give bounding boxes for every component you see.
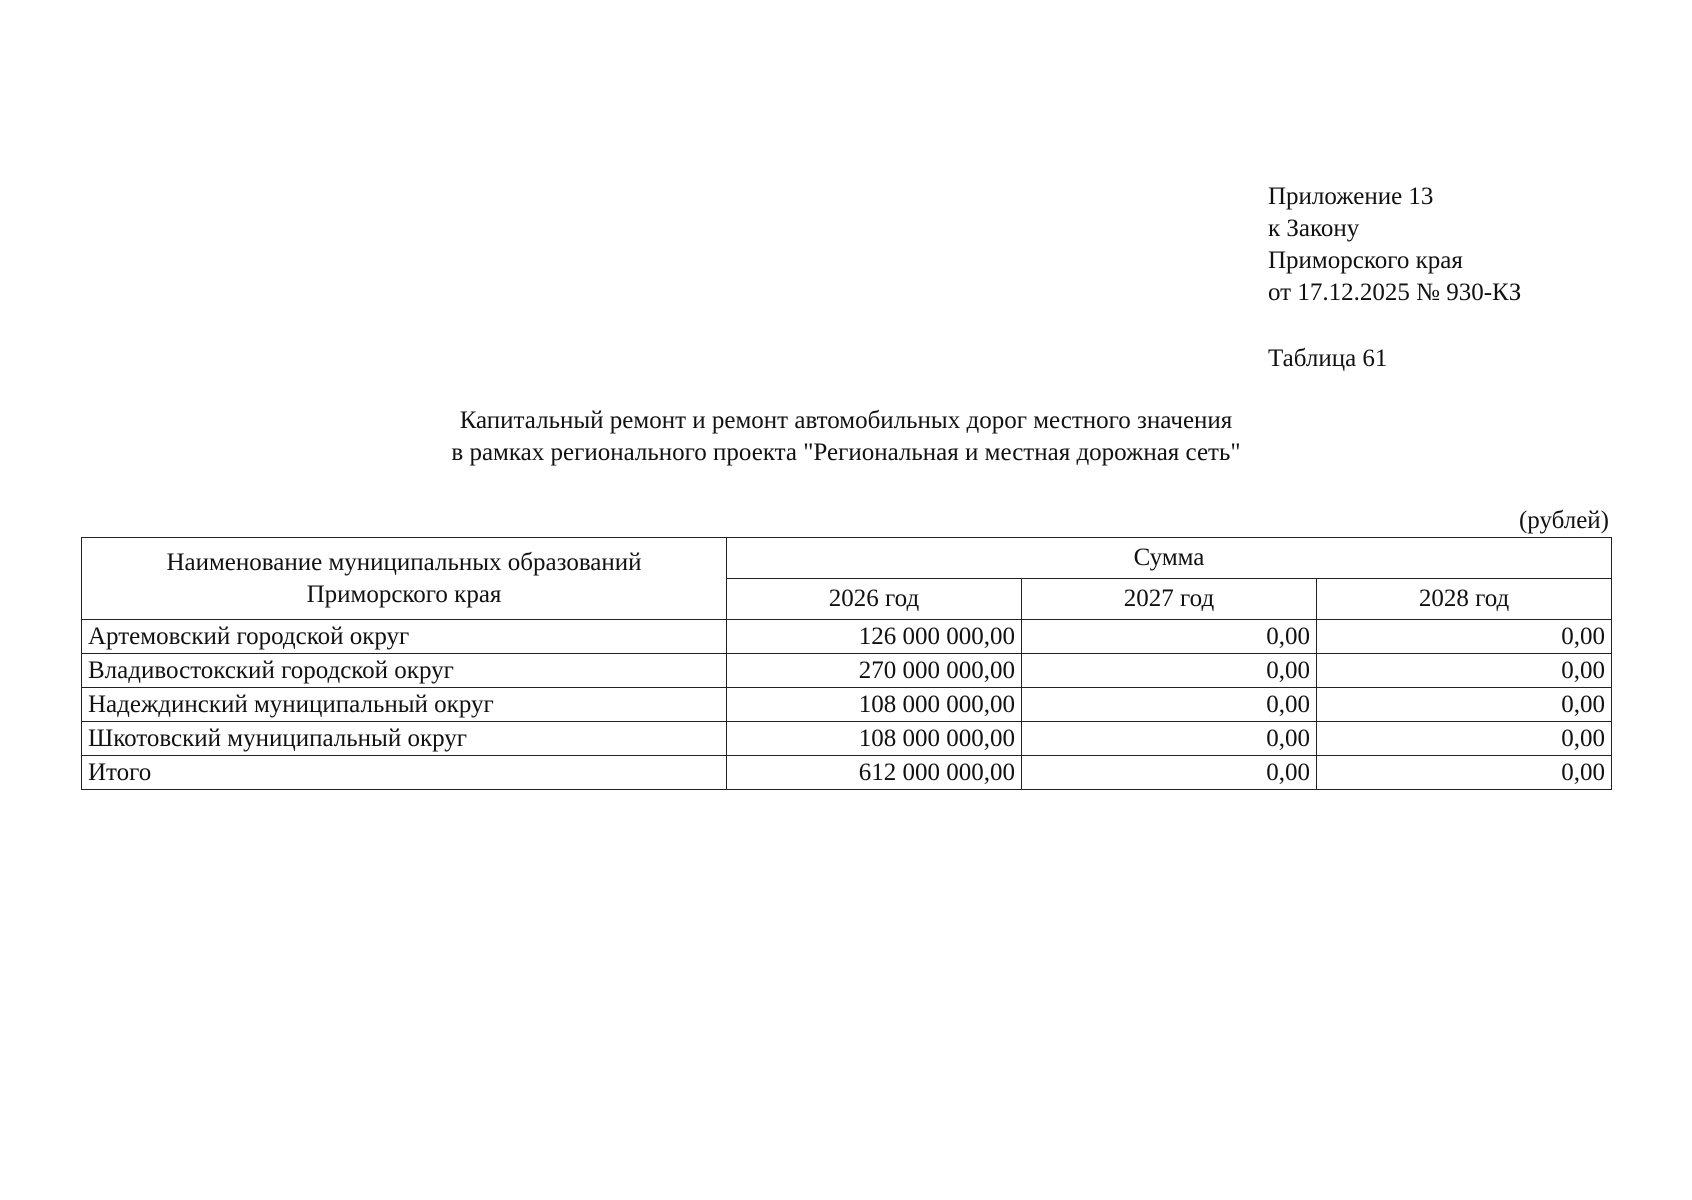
row-name: Владивостокский городской округ	[82, 654, 727, 688]
header-municipality	[82, 538, 727, 620]
header-municipality-line-1: Наименование муниципальных образований	[166, 548, 642, 576]
table-total-row	[82, 756, 1612, 790]
table-label: Таблица 61	[1268, 345, 1388, 372]
table-row	[82, 654, 1612, 688]
row-value-2028: 0,00	[1317, 722, 1612, 756]
row-value-2026: 126 000 000,00	[727, 620, 1022, 654]
total-value-2026: 612 000 000,00	[727, 756, 1022, 790]
header-municipality-line-2: Приморского края	[306, 580, 502, 608]
row-value-2027: 0,00	[1022, 620, 1317, 654]
appendix-line: от 17.12.2025 № 930-КЗ	[1268, 279, 1522, 306]
row-value-2027: 0,00	[1022, 722, 1317, 756]
appendix-line: к Закону	[1268, 215, 1360, 242]
units-label: (рублей)	[1518, 507, 1609, 534]
table-row	[82, 620, 1612, 654]
document-title	[300, 405, 1392, 469]
row-value-2028: 0,00	[1317, 688, 1612, 722]
row-name: Артемовский городской округ	[82, 620, 727, 654]
row-value-2027: 0,00	[1022, 688, 1317, 722]
row-value-2028: 0,00	[1317, 620, 1612, 654]
row-name: Шкотовский муниципальный округ	[82, 722, 727, 756]
header-year-2026: 2026 год	[727, 579, 1022, 620]
table-row	[82, 688, 1612, 722]
title-line-2: в рамках регионального проекта "Региональная и местная дорожная сеть"	[451, 439, 1241, 466]
header-year-2028: 2028 год	[1317, 579, 1612, 620]
row-value-2026: 270 000 000,00	[727, 654, 1022, 688]
total-name: Итого	[82, 756, 727, 790]
row-value-2027: 0,00	[1022, 654, 1317, 688]
budget-table	[81, 537, 1612, 790]
row-value-2028: 0,00	[1317, 654, 1612, 688]
appendix-line: Приложение 13	[1268, 183, 1434, 210]
appendix-line: Приморского края	[1268, 247, 1463, 274]
row-value-2026: 108 000 000,00	[727, 688, 1022, 722]
header-year-2027: 2027 год	[1022, 579, 1317, 620]
table-row	[82, 722, 1612, 756]
appendix-block	[1268, 181, 1521, 309]
row-value-2026: 108 000 000,00	[727, 722, 1022, 756]
title-line-1: Капитальный ремонт и ремонт автомобильных дорог местного значения	[459, 407, 1233, 434]
total-value-2028: 0,00	[1317, 756, 1612, 790]
total-value-2027: 0,00	[1022, 756, 1317, 790]
header-sum: Сумма	[727, 538, 1612, 579]
row-name: Надеждинский муниципальный округ	[82, 688, 727, 722]
